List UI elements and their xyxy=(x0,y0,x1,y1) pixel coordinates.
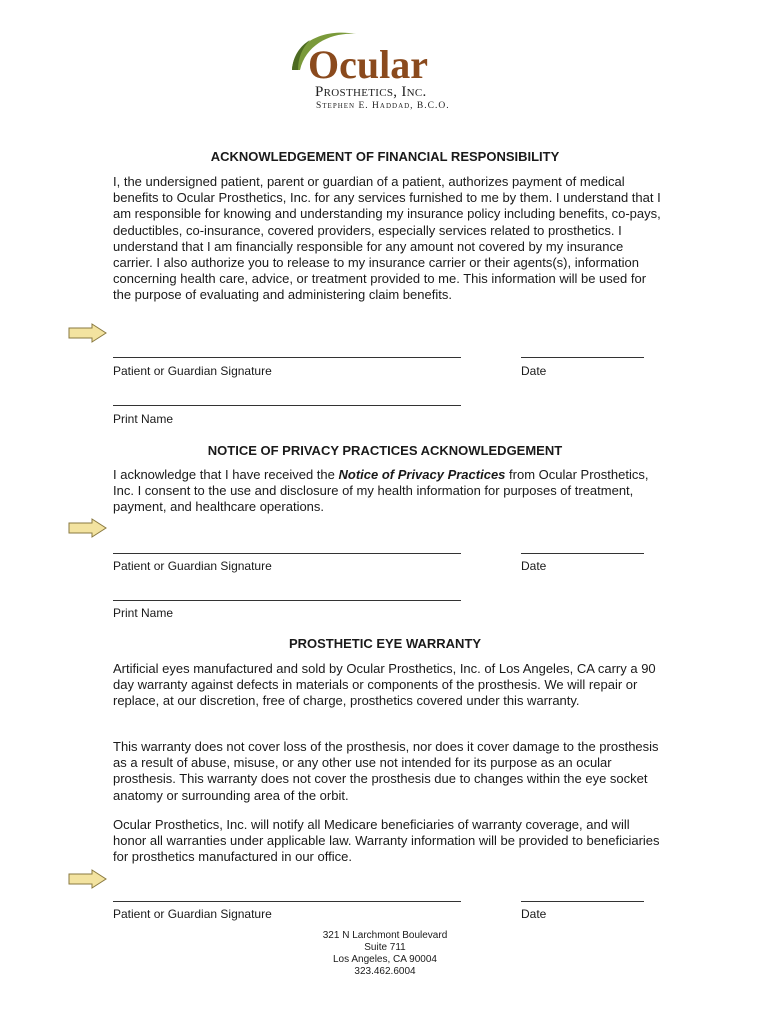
logo-brand-text: Ocular xyxy=(308,42,428,86)
privacy-body-text: I acknowledge that I have received the xyxy=(113,467,339,482)
privacy-heading: NOTICE OF PRIVACY PRACTICES ACKNOWLEDGEMENT xyxy=(207,443,563,458)
warranty-signature-line[interactable] xyxy=(113,901,461,902)
warranty-signature-label: Patient or Guardian Signature xyxy=(113,907,272,921)
footer-phone: 323.462.6004 xyxy=(354,966,416,977)
financial-print-name-label: Print Name xyxy=(113,412,174,426)
privacy-body xyxy=(113,467,661,516)
sign-here-arrow-icon xyxy=(68,518,108,538)
financial-heading: ACKNOWLEDGEMENT OF FINANCIAL RESPONSIBILITY xyxy=(210,149,560,164)
warranty-date-line[interactable] xyxy=(521,901,644,902)
footer-suite: Suite 711 xyxy=(364,942,406,953)
footer-city: Los Angeles, CA 90004 xyxy=(333,954,437,965)
financial-date-line[interactable] xyxy=(521,357,644,358)
warranty-para-1-text: Artificial eyes manufactured and sold by Ocular Prosthetics, Inc. of Los Angeles, CA carry a 90 day warranty against defects in materials or components of the prosthesis. We will repair or replace, at our discretion, free of charge, prosthetics covered under this warranty. xyxy=(113,661,656,709)
warranty-para-2-text: This warranty does not cover loss of the prosthesis, nor does it cover damage to the prosthesis as a result of abuse, misuse, or any other use not intended for its purpose as an ocular prosthesis. This warranty does not cover the prosthesis due to changes within the eye socket anatomy or surrounding area of the orbit. xyxy=(113,739,659,803)
financial-body xyxy=(113,174,661,304)
logo-company xyxy=(315,84,427,101)
privacy-print-name-line[interactable] xyxy=(113,600,461,601)
warranty-para-3-text: Ocular Prosthetics, Inc. will notify all Medicare beneficiaries of warranty coverage, and will honor all warranties under applicable law. Warranty information will be provided to beneficiaries for prosthetics manufactured in our office. xyxy=(113,817,660,865)
footer-street: 321 N Larchmont Boulevard xyxy=(322,930,448,941)
warranty-date-label: Date xyxy=(521,907,547,921)
privacy-date-label: Date xyxy=(521,559,547,573)
financial-print-name-line[interactable] xyxy=(113,405,461,406)
ocular-logo xyxy=(284,26,469,86)
privacy-notice-title: Notice of Privacy Practices xyxy=(338,467,506,482)
sign-here-arrow-icon xyxy=(68,869,108,889)
warranty-para-1 xyxy=(113,661,661,710)
financial-date-label: Date xyxy=(521,364,547,378)
sign-here-arrow-icon xyxy=(68,323,108,343)
warranty-heading: PROSTHETIC EYE WARRANTY xyxy=(288,636,482,651)
financial-signature-line[interactable] xyxy=(113,357,461,358)
warranty-para-2 xyxy=(113,739,661,804)
footer-address xyxy=(285,930,485,978)
logo-doctor-text: Stephen E. Haddad, B.C.O. xyxy=(316,101,450,111)
warranty-para-3 xyxy=(113,817,661,866)
privacy-signature-label: Patient or Guardian Signature xyxy=(113,559,272,573)
privacy-body-text-cont: from Ocular Prosthetics, Inc. I consent to the use and disclosure of my health information for purposes of treatment, payment, and healthcare operations. xyxy=(113,467,649,515)
logo-doctor xyxy=(316,101,450,111)
financial-body-text: I, the undersigned patient, parent or guardian of a patient, authorizes payment of medical benefits to Ocular Prosthetics, Inc. for any services furnished to me by them. I understand that I am responsible for knowing and understanding my insurance policy including benefits, co-pays, deductibles, co-insurance, covered providers, especially services related to prosthetics. I understand that I am financially responsible for any amount not covered by my insurance carrier. I also authorize you to release to my insurance carrier or their agents(s), information concerning health care, advice, or treatment provided to me. This information will be used for the purpose of evaluating and administering claim benefits. xyxy=(113,174,661,303)
financial-signature-label: Patient or Guardian Signature xyxy=(113,364,272,378)
privacy-date-line[interactable] xyxy=(521,553,644,554)
privacy-print-name-label: Print Name xyxy=(113,606,174,620)
logo-company-text: Prosthetics, Inc. xyxy=(315,84,427,100)
privacy-signature-line[interactable] xyxy=(113,553,461,554)
